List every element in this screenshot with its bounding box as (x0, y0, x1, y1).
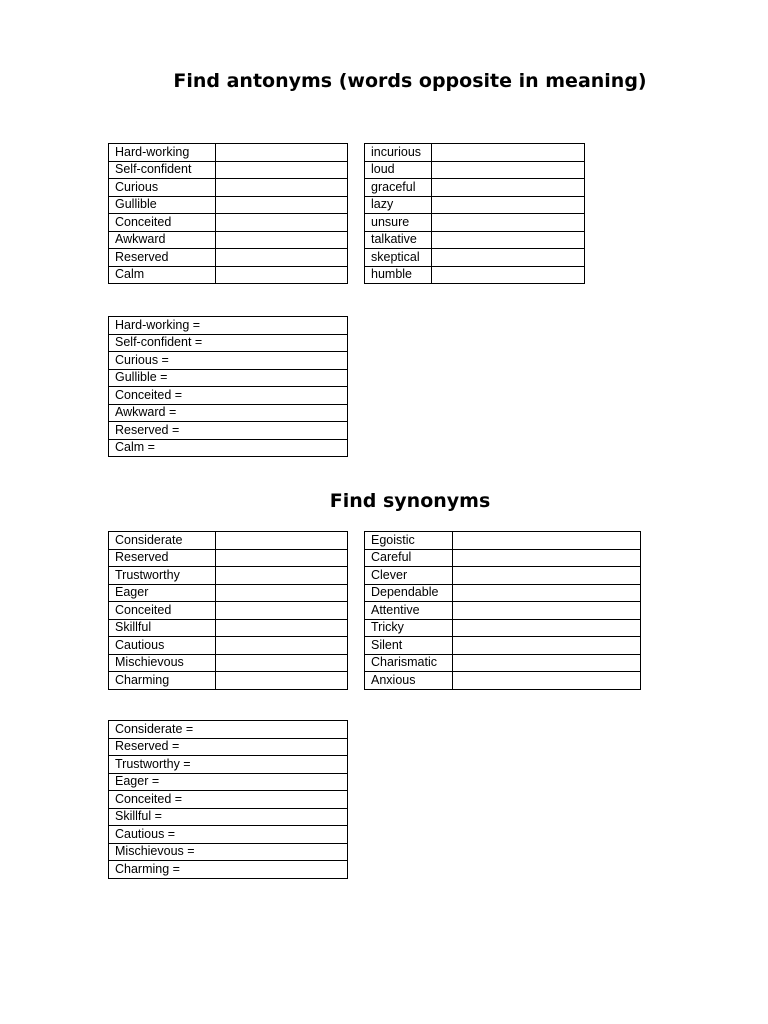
answer-cell[interactable] (432, 266, 585, 284)
word-cell: Gullible (109, 196, 216, 214)
synonyms-word-table-left (108, 531, 348, 690)
answer-line[interactable]: Mischievous = (109, 843, 348, 861)
answer-line[interactable]: Considerate = (109, 721, 348, 739)
word-cell: Charismatic (365, 654, 453, 672)
table-row (109, 738, 348, 756)
word-cell: Hard-working (109, 144, 216, 162)
table-row (109, 584, 348, 602)
answer-cell[interactable] (453, 602, 641, 620)
table-row (365, 266, 585, 284)
answer-cell[interactable] (216, 144, 348, 162)
answer-line[interactable]: Hard-working = (109, 317, 348, 335)
answer-cell[interactable] (216, 231, 348, 249)
word-cell: Calm (109, 266, 216, 284)
table-row (365, 602, 641, 620)
table-row (109, 773, 348, 791)
answer-cell[interactable] (453, 654, 641, 672)
table-row (365, 214, 585, 232)
table-row (109, 196, 348, 214)
answer-cell[interactable] (216, 549, 348, 567)
answer-cell[interactable] (432, 249, 585, 267)
table-row (109, 672, 348, 690)
word-cell: humble (365, 266, 432, 284)
answer-cell[interactable] (432, 161, 585, 179)
table-row (109, 422, 348, 440)
answer-cell[interactable] (453, 672, 641, 690)
table-row (365, 532, 641, 550)
table-row (109, 791, 348, 809)
table-row (109, 387, 348, 405)
answer-line[interactable]: Calm = (109, 439, 348, 457)
table-row (365, 549, 641, 567)
answer-line[interactable]: Curious = (109, 352, 348, 370)
table-row (109, 317, 348, 335)
word-cell: Tricky (365, 619, 453, 637)
table-row (365, 584, 641, 602)
word-cell: skeptical (365, 249, 432, 267)
table-row (109, 266, 348, 284)
answer-cell[interactable] (216, 567, 348, 585)
answer-cell[interactable] (453, 619, 641, 637)
word-cell: Careful (365, 549, 453, 567)
table-row (109, 369, 348, 387)
table-row (109, 756, 348, 774)
answer-cell[interactable] (216, 196, 348, 214)
answer-cell[interactable] (216, 532, 348, 550)
answer-line[interactable]: Awkward = (109, 404, 348, 422)
antonyms-answer-table (108, 316, 348, 457)
table-row (109, 619, 348, 637)
table-row (365, 567, 641, 585)
table-row (109, 179, 348, 197)
answer-line[interactable]: Trustworthy = (109, 756, 348, 774)
word-cell: lazy (365, 196, 432, 214)
word-cell: Dependable (365, 584, 453, 602)
table-row (109, 532, 348, 550)
word-cell: Considerate (109, 532, 216, 550)
answer-cell[interactable] (216, 214, 348, 232)
synonyms-answer-table (108, 720, 348, 879)
answer-line[interactable]: Self-confident = (109, 334, 348, 352)
table-row (365, 231, 585, 249)
table-row (109, 843, 348, 861)
table-row (365, 196, 585, 214)
antonyms-word-table-right (364, 143, 585, 284)
table-row (109, 567, 348, 585)
antonyms-heading: Find antonyms (words opposite in meaning) (173, 70, 647, 92)
word-cell: talkative (365, 231, 432, 249)
word-cell: Conceited (109, 214, 216, 232)
word-cell: Reserved (109, 249, 216, 267)
word-cell: loud (365, 161, 432, 179)
word-cell: Trustworthy (109, 567, 216, 585)
table-row (109, 231, 348, 249)
word-cell: Egoistic (365, 532, 453, 550)
table-row (109, 352, 348, 370)
answer-cell[interactable] (216, 179, 348, 197)
table-row (365, 672, 641, 690)
table-row (109, 654, 348, 672)
answer-cell[interactable] (432, 144, 585, 162)
word-cell: Anxious (365, 672, 453, 690)
table-row (365, 161, 585, 179)
answer-cell[interactable] (216, 249, 348, 267)
answer-line[interactable]: Skillful = (109, 808, 348, 826)
answer-cell[interactable] (216, 619, 348, 637)
table-row (109, 249, 348, 267)
word-cell: Attentive (365, 602, 453, 620)
answer-cell[interactable] (453, 637, 641, 655)
answer-line[interactable]: Eager = (109, 773, 348, 791)
table-row (109, 637, 348, 655)
table-row (365, 619, 641, 637)
word-cell: Charming (109, 672, 216, 690)
word-cell: Conceited (109, 602, 216, 620)
table-row (365, 637, 641, 655)
answer-cell[interactable] (216, 584, 348, 602)
answer-cell[interactable] (453, 584, 641, 602)
answer-cell[interactable] (432, 179, 585, 197)
answer-line[interactable]: Gullible = (109, 369, 348, 387)
table-row (109, 549, 348, 567)
word-cell: Self-confident (109, 161, 216, 179)
answer-line[interactable]: Conceited = (109, 791, 348, 809)
word-cell: Awkward (109, 231, 216, 249)
table-row (365, 179, 585, 197)
word-cell: Cautious (109, 637, 216, 655)
table-row (109, 808, 348, 826)
table-row (109, 214, 348, 232)
table-row (109, 161, 348, 179)
answer-cell[interactable] (216, 654, 348, 672)
answer-cell[interactable] (216, 637, 348, 655)
table-row (365, 144, 585, 162)
answer-cell[interactable] (216, 266, 348, 284)
answer-line[interactable]: Reserved = (109, 422, 348, 440)
table-row (365, 654, 641, 672)
word-cell: incurious (365, 144, 432, 162)
word-cell: Curious (109, 179, 216, 197)
table-row (109, 861, 348, 879)
word-cell: Mischievous (109, 654, 216, 672)
word-cell: Skillful (109, 619, 216, 637)
table-row (109, 826, 348, 844)
answer-cell[interactable] (453, 532, 641, 550)
answer-cell[interactable] (432, 231, 585, 249)
word-cell: Reserved (109, 549, 216, 567)
table-row (109, 404, 348, 422)
word-cell: Eager (109, 584, 216, 602)
answer-line[interactable]: Charming = (109, 861, 348, 879)
answer-line[interactable]: Cautious = (109, 826, 348, 844)
table-row (109, 439, 348, 457)
word-cell: unsure (365, 214, 432, 232)
synonyms-heading: Find synonyms (329, 490, 491, 512)
answer-cell[interactable] (432, 196, 585, 214)
answer-cell[interactable] (453, 549, 641, 567)
synonyms-word-table-right (364, 531, 641, 690)
word-cell: graceful (365, 179, 432, 197)
answer-cell[interactable] (216, 161, 348, 179)
answer-cell[interactable] (432, 214, 585, 232)
answer-line[interactable]: Reserved = (109, 738, 348, 756)
answer-cell[interactable] (453, 567, 641, 585)
table-row (109, 334, 348, 352)
table-row (365, 249, 585, 267)
word-cell: Clever (365, 567, 453, 585)
table-row (109, 602, 348, 620)
antonyms-word-table-left (108, 143, 348, 284)
word-cell: Silent (365, 637, 453, 655)
answer-line[interactable]: Conceited = (109, 387, 348, 405)
table-row (109, 721, 348, 739)
answer-cell[interactable] (216, 602, 348, 620)
answer-cell[interactable] (216, 672, 348, 690)
table-row (109, 144, 348, 162)
